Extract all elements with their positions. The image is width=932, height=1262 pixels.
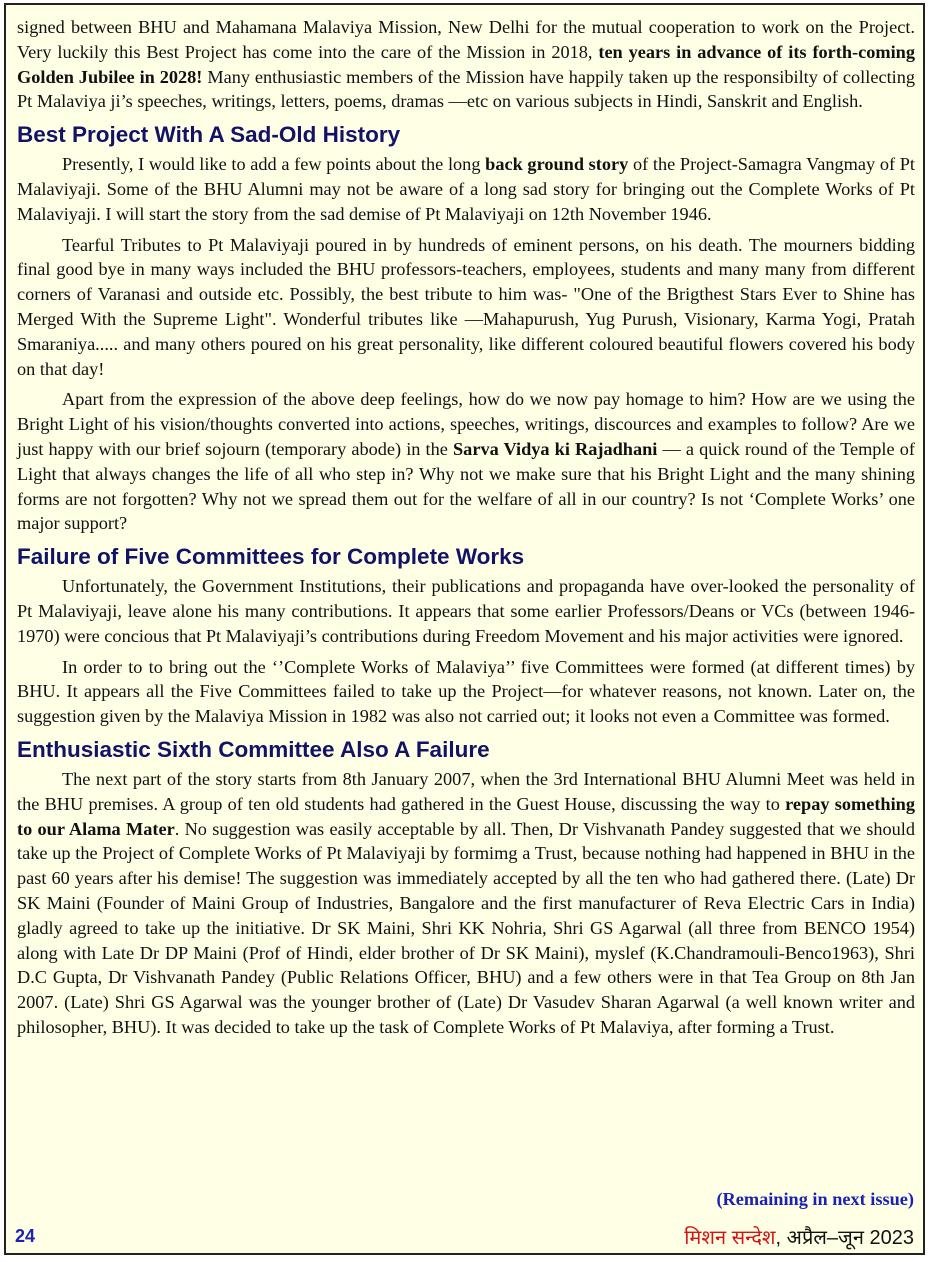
issue-date: , अप्रैल–जून 2023	[775, 1227, 914, 1249]
text-run: — a quick round of the Temple of Light that always changes the life of all who step in? Why not we make sure that his Bright Light and the many shining forms are not forgotten? Why not we spread them out for the welfare of all in our country? Is not ‘Complete Works’ one major support?	[17, 438, 915, 534]
text-run: Presently, I would like to add a few points about the long	[62, 154, 486, 175]
text-run: Apart from the expression of the above deep feelings, how do we now pay homage to him? How are we using the Bright Light of his vision/thoughts converted into actions, speeches, writings, discources and examples to follow? Are we just happy with our brief sojourn (temporary abode) in the	[17, 389, 915, 459]
continuation-note: (Remaining in next issue)	[716, 1189, 914, 1209]
bold-text: repay something to our Alama Mater	[17, 793, 915, 839]
bold-text: Sarva Vidya ki Rajadhani	[453, 438, 658, 459]
section-heading: Enthusiastic Sixth Committee Also A Failure	[17, 736, 490, 762]
page	[4, 3, 925, 1255]
text-run: Many enthusiastic members of the Mission have happily taken up the responsibilty of collecting Pt Malaviya ji’s speeches, writings, letters, poems, dramas —etc on various subjects in Hindi, Sanskrit and English.	[17, 66, 916, 112]
publication-info	[684, 1223, 914, 1250]
article-body	[17, 15, 915, 1046]
bold-text: back ground story	[485, 154, 629, 175]
paragraph: In order to to bring out the ‘’Complete Works of Malaviya’’ five Committees were formed (at different times) by BHU. It appears all the Five Committees failed to take up the Project—for whatever reasons, not known. Later on, the suggestion given by the Malaviya Mission in 1982 was also not carried out; it looks not even a Committee was formed.	[17, 656, 915, 727]
paragraph	[17, 767, 915, 1040]
page-number: 24	[15, 1226, 36, 1246]
bold-text: ten years in advance of its forth-coming Golden Jubilee in 2028!	[17, 41, 915, 87]
intro-paragraph	[17, 15, 915, 114]
text-run: of the Project-Samagra Vangmay of Pt Malaviyaji. Some of the BHU Alumni may not be aware of a long sad story for bringing out the Complete Works of Pt Malaviyaji. I will start the story from the sad demise of Pt Malaviyaji on 12th November 1946.	[17, 154, 915, 224]
paragraph: Tearful Tributes to Pt Malaviyaji poured in by hundreds of eminent persons, on his death. The mourners bidding final good bye in many ways included the BHU professors-teachers, employees, students and many many from different corners of Varanasi and outside etc. Possibly, the best tribute to him was- "One of the Brigthest Stars Ever to Shine has Merged With the Supreme Light". Wonderful tributes like —Mahapurush, Yug Purush, Visionary, Karma Yogi, Pratah Smaraniya..... and many others poured on his great personality, like different coloured beautiful flowers covered his body on that day!	[17, 234, 915, 379]
section-heading: Failure of Five Committees for Complete Works	[17, 544, 525, 570]
publication-name: मिशन सन्देश	[684, 1227, 776, 1249]
page-footer	[6, 1223, 923, 1253]
paragraph	[17, 387, 915, 536]
paragraph	[17, 152, 915, 226]
section-heading: Best Project With A Sad-Old History	[17, 122, 401, 148]
text-run: . No suggestion was easily acceptable by all. Then, Dr Vishvanath Pandey suggested that we should take up the Project of Complete Works of Pt Malaviyaji by formimg a Trust, because nothing had happened in BHU in the past 60 years after his demise! The suggestion was immediately accepted by all the ten who had gathered there. (Late) Dr SK Maini (Founder of Maini Group of Industries, Bangalore and the first manufacturer of Reva Electric Cars in India) gladly agreed to take up the initiative. Dr SK Maini, Shri KK Nohria, Shri GS Agarwal (all three from BENCO 1954) along with Late Dr DP Maini (Prof of Hindi, elder brother of Dr SK Maini), myslef (K.Chandramouli-Benco1963), Shri D.C Gupta, Dr Vishvanath Pandey (Public Relations Officer, BHU) and a few others were in that Tea Group on 8th Jan 2007. (Late) Shri GS Agarwal was the younger brother of (Late) Dr Vasudev Sharan Agarwal (a well known writer and philosopher, BHU). It was decided to take up the task of Complete Works of Pt Malaviya, after forming a Trust.	[17, 818, 915, 1037]
paragraph: Unfortunately, the Government Institutions, their publications and propaganda have over-looked the personality of Pt Malaviyaji, leave alone his many contributions. It appears that some earlier Professors/Deans or VCs (between 1946-1970) were concious that Pt Malaviyaji’s contributions during Freedom Movement and his major activities were ignored.	[17, 576, 915, 646]
text-run: signed between BHU and Mahamana Malaviya Mission, New Delhi for the mutual cooperation to work on the Project. Very luckily this Best Project has come into the care of the Mission in 2018,	[17, 17, 915, 62]
text-run: The next part of the story starts from 8th January 2007, when the 3rd International BHU Alumni Meet was held in the BHU premises. A group of ten old students had gathered in the Guest House, discussing the way to	[17, 768, 915, 814]
